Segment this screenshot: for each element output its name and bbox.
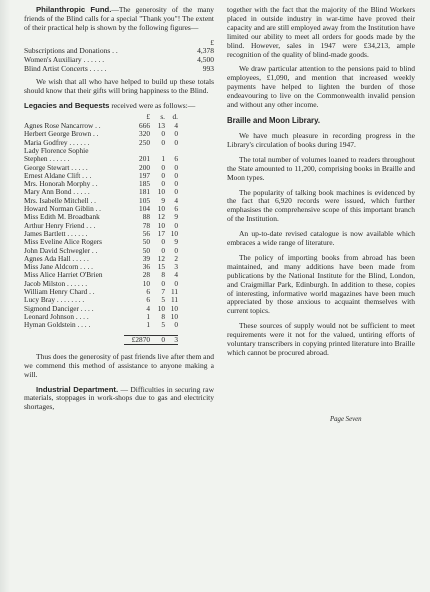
philanthropic-fund-heading: Philanthropic Fund. (36, 5, 112, 14)
fund-total-row (24, 65, 214, 74)
legacy-row (24, 280, 178, 288)
legacy-row (24, 230, 178, 238)
right-column (227, 6, 415, 364)
legacy-shillings: 5 (161, 320, 165, 330)
fund-total-amount: 4,500 (197, 54, 214, 64)
legacies-heading-text: received were as follows:— (111, 100, 196, 110)
legacy-name: Mrs. Honorah Morphy . . (24, 180, 98, 189)
legacy-shillings: 12 (157, 212, 165, 222)
legacy-name: William Henry Chard . . (24, 288, 95, 297)
legacy-pounds: 104 (139, 204, 150, 214)
legacies-table (24, 113, 178, 345)
legacy-pounds: 36 (142, 262, 150, 272)
generosity-paragraph: Thus does the generosity of past friends live after them and we commend this method of assistance to anyone making a will. (24, 351, 214, 379)
legacy-shillings: 0 (161, 237, 165, 247)
legacy-shillings: 0 (161, 162, 165, 172)
legacy-pence: 10 (170, 228, 178, 238)
legacy-name: Agnes Rose Nancarrow . . (24, 122, 101, 131)
legacy-shillings: 5 (161, 295, 165, 305)
legacy-row (24, 172, 178, 180)
fund-totals (24, 39, 214, 73)
legacy-row (24, 238, 178, 246)
legacy-pounds: 39 (142, 253, 150, 263)
legacy-pence: 2 (174, 253, 178, 263)
legacy-pence: 0 (174, 245, 178, 255)
legacy-name: Stephen . . . . . . (24, 155, 70, 164)
legacy-pounds: 4 (146, 303, 150, 313)
legacy-name: Miss Edith M. Broadbank (24, 213, 100, 222)
legacy-name: Maria Godfrey . . . . . . (24, 138, 90, 147)
legacy-pence: 0 (174, 137, 178, 147)
sales-paragraph: together with the fact that the majority of the Blind Workers placed in outside industry in war-time have proved their capacity and are still employed away from the Institution have limited our ability to meet all orders for goods made by the blind. However, sales in 1947 were £34,213, ample recognition of the quality of blind-made goods. (227, 5, 415, 59)
legacy-pence: 11 (170, 295, 178, 305)
legacy-row (24, 155, 178, 163)
legacy-row (24, 147, 178, 155)
legacy-row (24, 180, 178, 188)
legacy-row (24, 139, 178, 147)
legacy-name: Ernest Aldane Clift . . . (24, 171, 92, 180)
industrial-department-heading: Industrial Department. (36, 384, 119, 394)
legacy-pounds: 6 (146, 295, 150, 305)
legacies-total-row (24, 335, 178, 345)
legacy-pence: 0 (174, 162, 178, 172)
legacy-name: Arthur Henry Friend . . . (24, 221, 96, 230)
legacy-row (24, 255, 178, 263)
legacy-pence: 4 (174, 121, 178, 131)
fund-total-label: Subscriptions and Donations . . (24, 46, 118, 56)
legacy-name: John David Schwegler . . (24, 246, 98, 255)
legacy-pence: 10 (170, 311, 178, 321)
legacy-pounds: 105 (139, 195, 150, 205)
fund-total-amount: 993 (202, 63, 214, 73)
legacy-shillings: 13 (157, 121, 165, 131)
legacy-row (24, 271, 178, 279)
legacy-pence: 4 (174, 270, 178, 280)
legacy-shillings: 17 (157, 228, 165, 238)
importing-books-paragraph: The policy of importing books from abroad has been maintained, and many additions have been made from publications by the National Institute for the Blind, London, and Craigmillar Park, Edinburgh. In addition to these, copies of interesting, informative world magazines have been much appreciated by those anxious to acquaint themselves with current topics. (227, 252, 415, 316)
legacy-row (24, 122, 178, 130)
legacy-pounds: 28 (142, 270, 150, 280)
legacy-pounds: 10 (142, 278, 150, 288)
legacy-pounds: 320 (139, 129, 150, 139)
legacy-name: James Bartlett . . . . . . (24, 229, 88, 238)
legacy-row (24, 321, 178, 329)
total-pounds: £2870 (124, 335, 150, 345)
legacy-name: Herbert George Brown . . (24, 130, 99, 139)
legacy-row (24, 247, 178, 255)
legacy-shillings: 8 (161, 270, 165, 280)
legacy-pence: 10 (170, 303, 178, 313)
legacy-pounds: 181 (139, 187, 150, 197)
legacy-pence: 9 (174, 212, 178, 222)
pounds-header: £ (146, 111, 150, 121)
legacy-pounds: 6 (146, 287, 150, 297)
legacy-name: Miss Alice Harriet O'Brien (24, 271, 103, 280)
legacy-shillings: 0 (161, 137, 165, 147)
legacy-shillings: 10 (157, 303, 165, 313)
legacy-row (24, 296, 178, 304)
legacy-pence: 0 (174, 170, 178, 180)
total-pence: 3 (165, 335, 178, 345)
legacy-shillings: 0 (161, 179, 165, 189)
legacy-shillings: 10 (157, 187, 165, 197)
legacy-shillings: 1 (161, 154, 165, 164)
legacy-pence: 0 (174, 220, 178, 230)
legacy-pence: 6 (174, 204, 178, 214)
legacy-pounds: 1 (146, 311, 150, 321)
legacy-row (24, 164, 178, 172)
fund-total-label: Women's Auxiliary . . . . . . (24, 54, 105, 64)
legacy-shillings: 0 (161, 170, 165, 180)
legacy-row (24, 188, 178, 196)
legacy-pence: 11 (170, 287, 178, 297)
fund-total-label: Blind Artist Concerts . . . . . (24, 63, 107, 73)
thanks-paragraph: We wish that all who have helped to build up these totals should know that their gifts will bring happiness to the Blind. (24, 77, 214, 95)
legacy-shillings: 15 (157, 262, 165, 272)
legacy-pounds: 1 (146, 320, 150, 330)
philanthropic-fund-paragraph (24, 6, 214, 33)
legacy-pounds: 197 (139, 170, 150, 180)
legacy-name: Lucy Bray . . . . . . . . (24, 296, 85, 305)
legacy-shillings: 10 (157, 204, 165, 214)
library-heading: Braille and Moon Library. (227, 115, 320, 125)
industrial-department-text: — Difficulties in securing raw materials, stoppages in work-shops due to gas and electricity shortages, (24, 384, 214, 412)
legacy-row (24, 130, 178, 138)
legacy-name: George Stewart . . . . . (24, 163, 88, 172)
shillings-header: s. (160, 111, 165, 121)
legacy-shillings: 10 (157, 220, 165, 230)
legacy-name: Howard Norman Giblin . . (24, 205, 102, 214)
legacy-name: Lady Florence Sophie (24, 147, 89, 155)
legacies-heading-paragraph (24, 102, 214, 111)
legacy-pence: 0 (174, 320, 178, 330)
legacy-pence: 0 (174, 278, 178, 288)
legacy-row (24, 305, 178, 313)
legacy-shillings: 0 (161, 278, 165, 288)
legacy-row (24, 288, 178, 296)
legacy-name: Sigmond Danciger . . . . (24, 304, 94, 313)
page-number: Page Seven (330, 416, 362, 423)
pence-header: d. (172, 111, 178, 121)
legacy-name: Agnes Ada Hall . . . . . (24, 254, 89, 263)
legacy-pence: 9 (174, 237, 178, 247)
legacy-shillings: 12 (157, 253, 165, 263)
legacy-name: Leonard Johnson . . . . (24, 312, 89, 321)
legacy-pence: 0 (174, 129, 178, 139)
legacy-pounds: 88 (142, 212, 150, 222)
legacy-shillings: 0 (161, 129, 165, 139)
legacy-pounds: 200 (139, 162, 150, 172)
legacy-pounds: 185 (139, 179, 150, 189)
transcribers-paragraph: These sources of supply would not be sufficient to meet requirements were it not for the valued, untiring efforts of voluntary transcribers in copying printed literature into Braille which cannot be procured abroad. (227, 321, 415, 357)
left-column (24, 6, 214, 418)
catalogue-paragraph: An up-to-date revised catalogue is now available which embraces a wide range of literature. (227, 229, 415, 248)
legacy-shillings: 8 (161, 311, 165, 321)
legacy-pounds: 50 (142, 245, 150, 255)
industrial-department-paragraph (24, 386, 214, 413)
legacy-pounds: 666 (139, 121, 150, 131)
legacy-name: Mary Ann Bond . . . . . (24, 188, 90, 197)
legacy-name: Miss Jane Aldcorn . . . . (24, 263, 93, 272)
legacies-heading: Legacies and Bequests (24, 100, 110, 110)
legacy-pounds: 201 (139, 154, 150, 164)
legacy-pounds: 78 (142, 220, 150, 230)
fund-total-amount: 4,378 (197, 46, 214, 56)
total-shillings: 0 (150, 335, 165, 345)
legacy-shillings: 7 (161, 287, 165, 297)
legacy-row (24, 313, 178, 321)
legacy-name: Miss Eveline Alice Rogers (24, 238, 103, 247)
legacy-shillings: 0 (161, 245, 165, 255)
legacy-name: Jacob Milston . . . . . . (24, 279, 88, 288)
legacy-row (24, 263, 178, 271)
volumes-paragraph: The total number of volumes loaned to readers throughout the State amounted to 11,200, comprising books in Braille and Moon types. (227, 154, 415, 182)
legacy-pence: 0 (174, 179, 178, 189)
legacy-pounds: 56 (142, 228, 150, 238)
legacy-pence: 0 (174, 187, 178, 197)
legacy-row (24, 222, 178, 230)
legacy-row (24, 205, 178, 213)
philanthropic-fund-text: —The generosity of the many friends of the Blind calls for a special "Thank you"! The extent of their practical help is shown by the following figures— (24, 5, 214, 32)
legacy-row (24, 213, 178, 221)
legacy-pounds: 50 (142, 237, 150, 247)
legacy-pence: 4 (174, 195, 178, 205)
legacy-name: Mrs. Isabelle Mitchell . . (24, 196, 96, 205)
talking-books-paragraph: The popularity of talking book machines is evidenced by the fact that 6,920 records were issued, which further emphasises the comprehensive scope of this important branch of the Institution. (227, 187, 415, 224)
legacy-name: Hyman Goldstein . . . . (24, 321, 91, 330)
legacy-shillings: 9 (161, 195, 165, 205)
pensions-paragraph: We draw particular attention to the pensions paid to blind employees, £1,090, and mention that increased weekly payments have helped to lighten the burden of those endeavouring to live on the Commonwealth invalid pension and without any other income. (227, 64, 415, 110)
legacy-pounds: 250 (139, 137, 150, 147)
legacy-row (24, 197, 178, 205)
legacies-table-header (24, 113, 178, 121)
legacy-pence: 6 (174, 154, 178, 164)
legacy-pence: 3 (174, 262, 178, 272)
library-progress-paragraph: We have much pleasure in recording progress in the Library's circulation of books during 1947. (227, 130, 415, 149)
currency-symbol: £ (210, 37, 214, 47)
